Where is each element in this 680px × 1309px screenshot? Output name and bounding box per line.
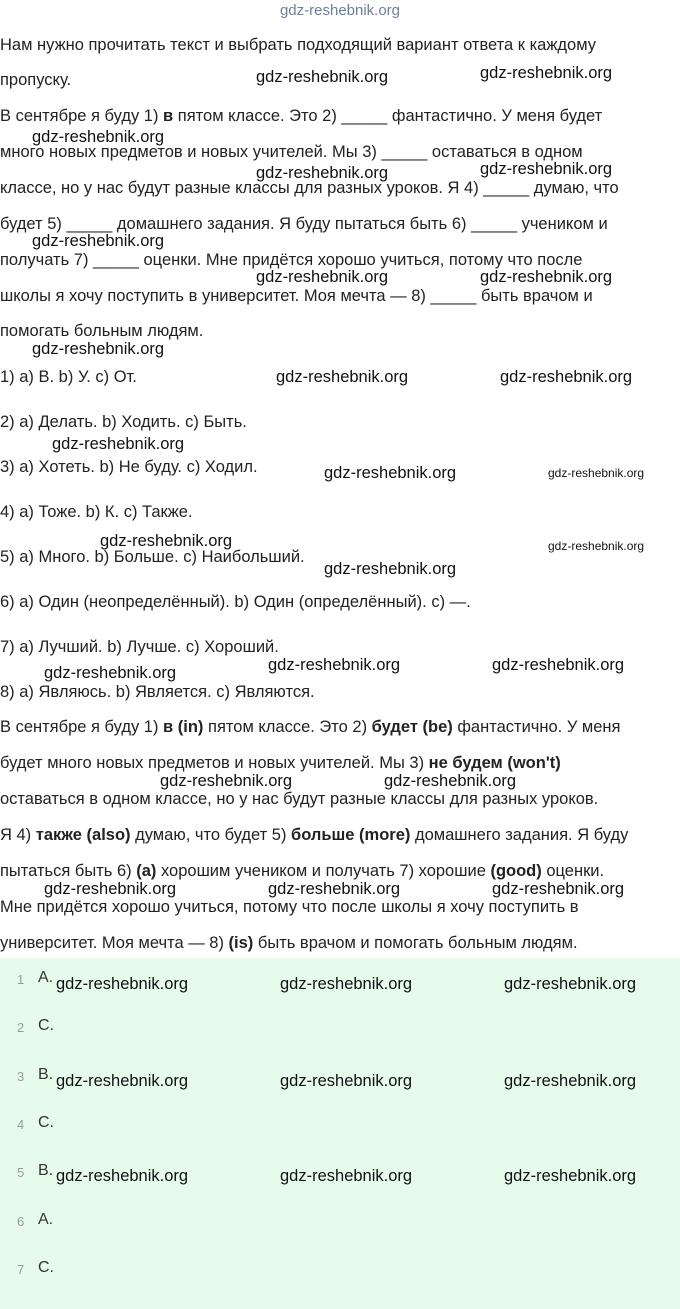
answer-letter: A. bbox=[38, 1211, 54, 1228]
watermark: gdz-reshebnik.org bbox=[256, 68, 389, 86]
watermark: gdz-reshebnik.org bbox=[324, 464, 457, 482]
watermark: gdz-reshebnik.org bbox=[280, 1072, 413, 1090]
answer-letter: C. bbox=[38, 1114, 54, 1131]
passage-line-5: получать 7) _____ оценки. Мне придётся хорошо учиться, потому что после bbox=[0, 251, 583, 269]
watermark: gdz-reshebnik.org bbox=[56, 1167, 189, 1185]
translation-line-7: университет. Моя мечта — 8) (is) быть врачом и помогать больным людям. bbox=[0, 934, 578, 952]
watermark: gdz-reshebnik.org bbox=[32, 340, 165, 358]
answer-number: 4 bbox=[17, 1117, 25, 1132]
option-line-5: 5) a) Много. b) Больше. c) Наибольший. bbox=[0, 548, 305, 566]
passage-line-1: В сентябре я буду 1) в пятом классе. Это 2) _____ фантастично. У меня будет bbox=[0, 107, 603, 125]
answer-number: 2 bbox=[17, 1020, 25, 1035]
option-line-2: 2) a) Делать. b) Ходить. c) Быть. bbox=[0, 413, 247, 431]
answers-panel bbox=[0, 958, 680, 1309]
watermark: gdz-reshebnik.org bbox=[480, 64, 613, 82]
task-text-line-2: пропуску. bbox=[0, 71, 72, 89]
watermark: gdz-reshebnik.org bbox=[384, 772, 517, 790]
watermark: gdz-reshebnik.org bbox=[548, 539, 645, 553]
translation-line-2: будет много новых предметов и новых учителей. Мы 3) не будем (won't) bbox=[0, 754, 561, 772]
answer-letter: C. bbox=[38, 1017, 54, 1034]
option-line-3: 3) a) Хотеть. b) Не буду. c) Ходил. bbox=[0, 458, 258, 476]
passage-line-3: классе, но у нас будут разные классы для разных уроков. Я 4) _____ думаю, что bbox=[0, 179, 619, 197]
passage-line-7: помогать больным людям. bbox=[0, 322, 204, 340]
watermark: gdz-reshebnik.org bbox=[256, 164, 389, 182]
option-line-7: 7) a) Лучший. b) Лучше. c) Хороший. bbox=[0, 638, 279, 656]
translation-line-1: В сентябре я буду 1) в (in) пятом классе. Это 2) будет (be) фантастично. У меня bbox=[0, 718, 621, 736]
passage-line-4: будет 5) _____ домашнего задания. Я буду пытаться быть 6) _____ учеником и bbox=[0, 215, 608, 233]
translation-line-4: Я 4) также (also) думаю, что будет 5) больше (more) домашнего задания. Я буду bbox=[0, 826, 629, 844]
watermark: gdz-reshebnik.org bbox=[56, 1072, 189, 1090]
watermark: gdz-reshebnik.org bbox=[32, 232, 165, 250]
answer-number: 1 bbox=[17, 972, 25, 987]
watermark: gdz-reshebnik.org bbox=[504, 1167, 637, 1185]
passage-line-2: много новых предметов и новых учителей. Мы 3) _____ оставаться в одном bbox=[0, 143, 583, 161]
site-watermark-top: gdz-reshebnik.org bbox=[279, 2, 401, 19]
watermark: gdz-reshebnik.org bbox=[480, 268, 613, 286]
answer-letter: A. bbox=[38, 969, 54, 986]
watermark: gdz-reshebnik.org bbox=[32, 128, 165, 146]
translation-line-6: Мне придётся хорошо учиться, потому что после школы я хочу поступить в bbox=[0, 898, 579, 916]
passage-line-6: школы я хочу поступить в университет. Моя мечта — 8) _____ быть врачом и bbox=[0, 287, 593, 305]
translation-line-3: оставаться в одном классе, но у нас будут разные классы для разных уроков. bbox=[0, 790, 599, 808]
watermark: gdz-reshebnik.org bbox=[52, 435, 185, 453]
watermark: gdz-reshebnik.org bbox=[480, 160, 613, 178]
watermark: gdz-reshebnik.org bbox=[160, 772, 293, 790]
translation-line-5: пытаться быть 6) (a) хорошим учеником и получать 7) хорошие (good) оценки. bbox=[0, 862, 605, 880]
watermark: gdz-reshebnik.org bbox=[44, 880, 177, 898]
watermark: gdz-reshebnik.org bbox=[500, 368, 633, 386]
watermark: gdz-reshebnik.org bbox=[280, 975, 413, 993]
watermark: gdz-reshebnik.org bbox=[492, 880, 625, 898]
option-line-4: 4) a) Тоже. b) К. c) Также. bbox=[0, 503, 193, 521]
answer-number: 7 bbox=[17, 1262, 25, 1277]
answer-letter: B. bbox=[38, 1066, 54, 1083]
watermark: gdz-reshebnik.org bbox=[504, 1072, 637, 1090]
option-line-8: 8) a) Являюсь. b) Является. c) Являются. bbox=[0, 683, 315, 701]
watermark: gdz-reshebnik.org bbox=[280, 1167, 413, 1185]
watermark: gdz-reshebnik.org bbox=[324, 560, 457, 578]
watermark: gdz-reshebnik.org bbox=[56, 975, 189, 993]
watermark: gdz-reshebnik.org bbox=[504, 975, 637, 993]
watermark: gdz-reshebnik.org bbox=[548, 466, 645, 480]
watermark: gdz-reshebnik.org bbox=[256, 268, 389, 286]
answer-number: 6 bbox=[17, 1214, 25, 1229]
option-line-1: 1) a) В. b) У. c) От. bbox=[0, 368, 137, 386]
watermark: gdz-reshebnik.org bbox=[276, 368, 409, 386]
watermark: gdz-reshebnik.org bbox=[44, 664, 177, 682]
task-text-line-1: Нам нужно прочитать текст и выбрать подходящий вариант ответа к каждому bbox=[0, 36, 596, 54]
watermark: gdz-reshebnik.org bbox=[100, 532, 233, 550]
option-line-6: 6) a) Один (неопределённый). b) Один (определённый). c) —. bbox=[0, 593, 471, 611]
answer-number: 3 bbox=[17, 1069, 25, 1084]
answer-number: 5 bbox=[17, 1165, 25, 1180]
answer-letter: C. bbox=[38, 1259, 54, 1276]
watermark: gdz-reshebnik.org bbox=[268, 880, 401, 898]
answer-letter: B. bbox=[38, 1162, 54, 1179]
watermark: gdz-reshebnik.org bbox=[492, 656, 625, 674]
watermark: gdz-reshebnik.org bbox=[268, 656, 401, 674]
